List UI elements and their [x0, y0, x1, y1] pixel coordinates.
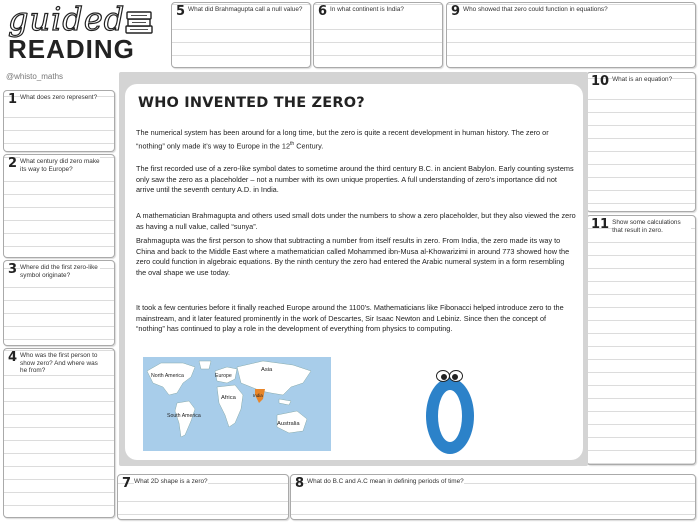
superscript: th: [290, 140, 295, 147]
question-text: Show some calculations that result in zero.: [612, 218, 691, 234]
logo-guided-text: guided: [8, 0, 126, 38]
question-box-6[interactable]: [313, 2, 443, 68]
article-paragraph-2: The first recorded use of a zero-like symbol dates to sometime around the third century B.C. in ancient Babylon. Early counting systems only saw the zero as a placeholder – not a number with its own unique properties. A full understanding of zero’s importance did not arrive until the seventh century A.D. in India.: [136, 164, 574, 194]
map-label-south-america: South America: [167, 413, 201, 419]
question-number: 2: [8, 156, 18, 171]
question-number: 6: [318, 4, 328, 19]
paragraph-text: The numerical system has been around for a long time, but the zero is quite a recent development in human history. The zero or “nothing” only made it’s way to Europe in the 12: [136, 128, 549, 150]
map-label-india: India: [253, 393, 263, 398]
article-paragraph-1: [136, 128, 576, 151]
zero-character-icon: [420, 366, 480, 458]
map-label-australia: Australia: [277, 421, 300, 427]
question-text: Who was the first person to show zero? And where was he from?: [20, 351, 100, 375]
article-paragraph-3: A mathematician Brahmagupta and others used small dots under the numbers to show a zero placeholder, but they also viewed the zero as having a null value, called “sunya”.: [136, 211, 576, 231]
question-number: 5: [176, 4, 186, 19]
map-label-africa: Africa: [221, 395, 236, 401]
question-number: 7: [122, 476, 132, 491]
question-text: What century did zero make its way to Europe?: [20, 158, 100, 173]
question-box-9[interactable]: [446, 2, 696, 68]
question-number: 8: [295, 476, 305, 491]
question-number: 3: [8, 262, 18, 277]
map-label-europe: Europe: [215, 373, 232, 379]
article-paragraph-5: It took a few centuries before it finally reached Europe around the 1100’s. Mathematicians like Fibonacci helped introduce zero to the mainstream, and it later featured prominently in the work of Descartes, Sir Isaac Newton and Lebiniz. Since then the concept of “nothing” has continued to play a role in the development of everything from physics to computing.: [136, 303, 564, 333]
question-text: What does zero represent?: [20, 94, 98, 101]
question-number: 1: [8, 92, 18, 107]
question-text: What do B.C and A.C mean in defining periods of time?: [307, 478, 464, 485]
map-label-asia: Asia: [261, 367, 273, 373]
question-box-2[interactable]: [3, 154, 115, 258]
paragraph-text-end: Century.: [294, 140, 324, 150]
article-paragraph-4: Brahmagupta was the first person to show that subtracting a number from itself results in zero. From India, the zero made its way to China and back to the Middle East where a mathematician called Mohammed ibn-Musa al-Khowarizimi in around 773 showed how the zero could function in algebraic equations. By the ninth century the zero had entered the Arabic numeral system in a form resembling the oval shape we use today.: [136, 236, 570, 277]
question-box-11[interactable]: [586, 215, 696, 465]
question-text: What did Brahmagupta call a null value?: [188, 6, 303, 13]
question-box-10[interactable]: [586, 72, 696, 212]
map-label-north-america: North America: [151, 373, 184, 379]
question-number: 9: [451, 4, 461, 19]
question-number: 11: [591, 217, 610, 232]
question-box-3[interactable]: [3, 260, 115, 346]
question-text: In what continent is India?: [330, 6, 404, 13]
question-number: 4: [8, 350, 18, 365]
question-box-8[interactable]: [290, 474, 696, 520]
question-text: What 2D shape is a zero?: [134, 478, 208, 485]
question-text: Who showed that zero could function in equations?: [463, 6, 608, 13]
question-text: Where did the first zero-like symbol originate?: [20, 263, 100, 279]
question-box-5[interactable]: [171, 2, 311, 68]
question-text: What is an equation?: [612, 76, 673, 83]
question-box-4[interactable]: [3, 348, 115, 518]
question-box-7[interactable]: [117, 474, 289, 520]
article-title: WHO INVENTED THE ZERO?: [138, 95, 365, 111]
question-number: 10: [591, 74, 610, 89]
question-box-1[interactable]: [3, 90, 115, 152]
logo-reading-text: READING: [8, 34, 135, 64]
world-map: [143, 357, 331, 451]
author-handle: @whisto_maths: [6, 72, 64, 81]
books-icon: [124, 8, 154, 36]
